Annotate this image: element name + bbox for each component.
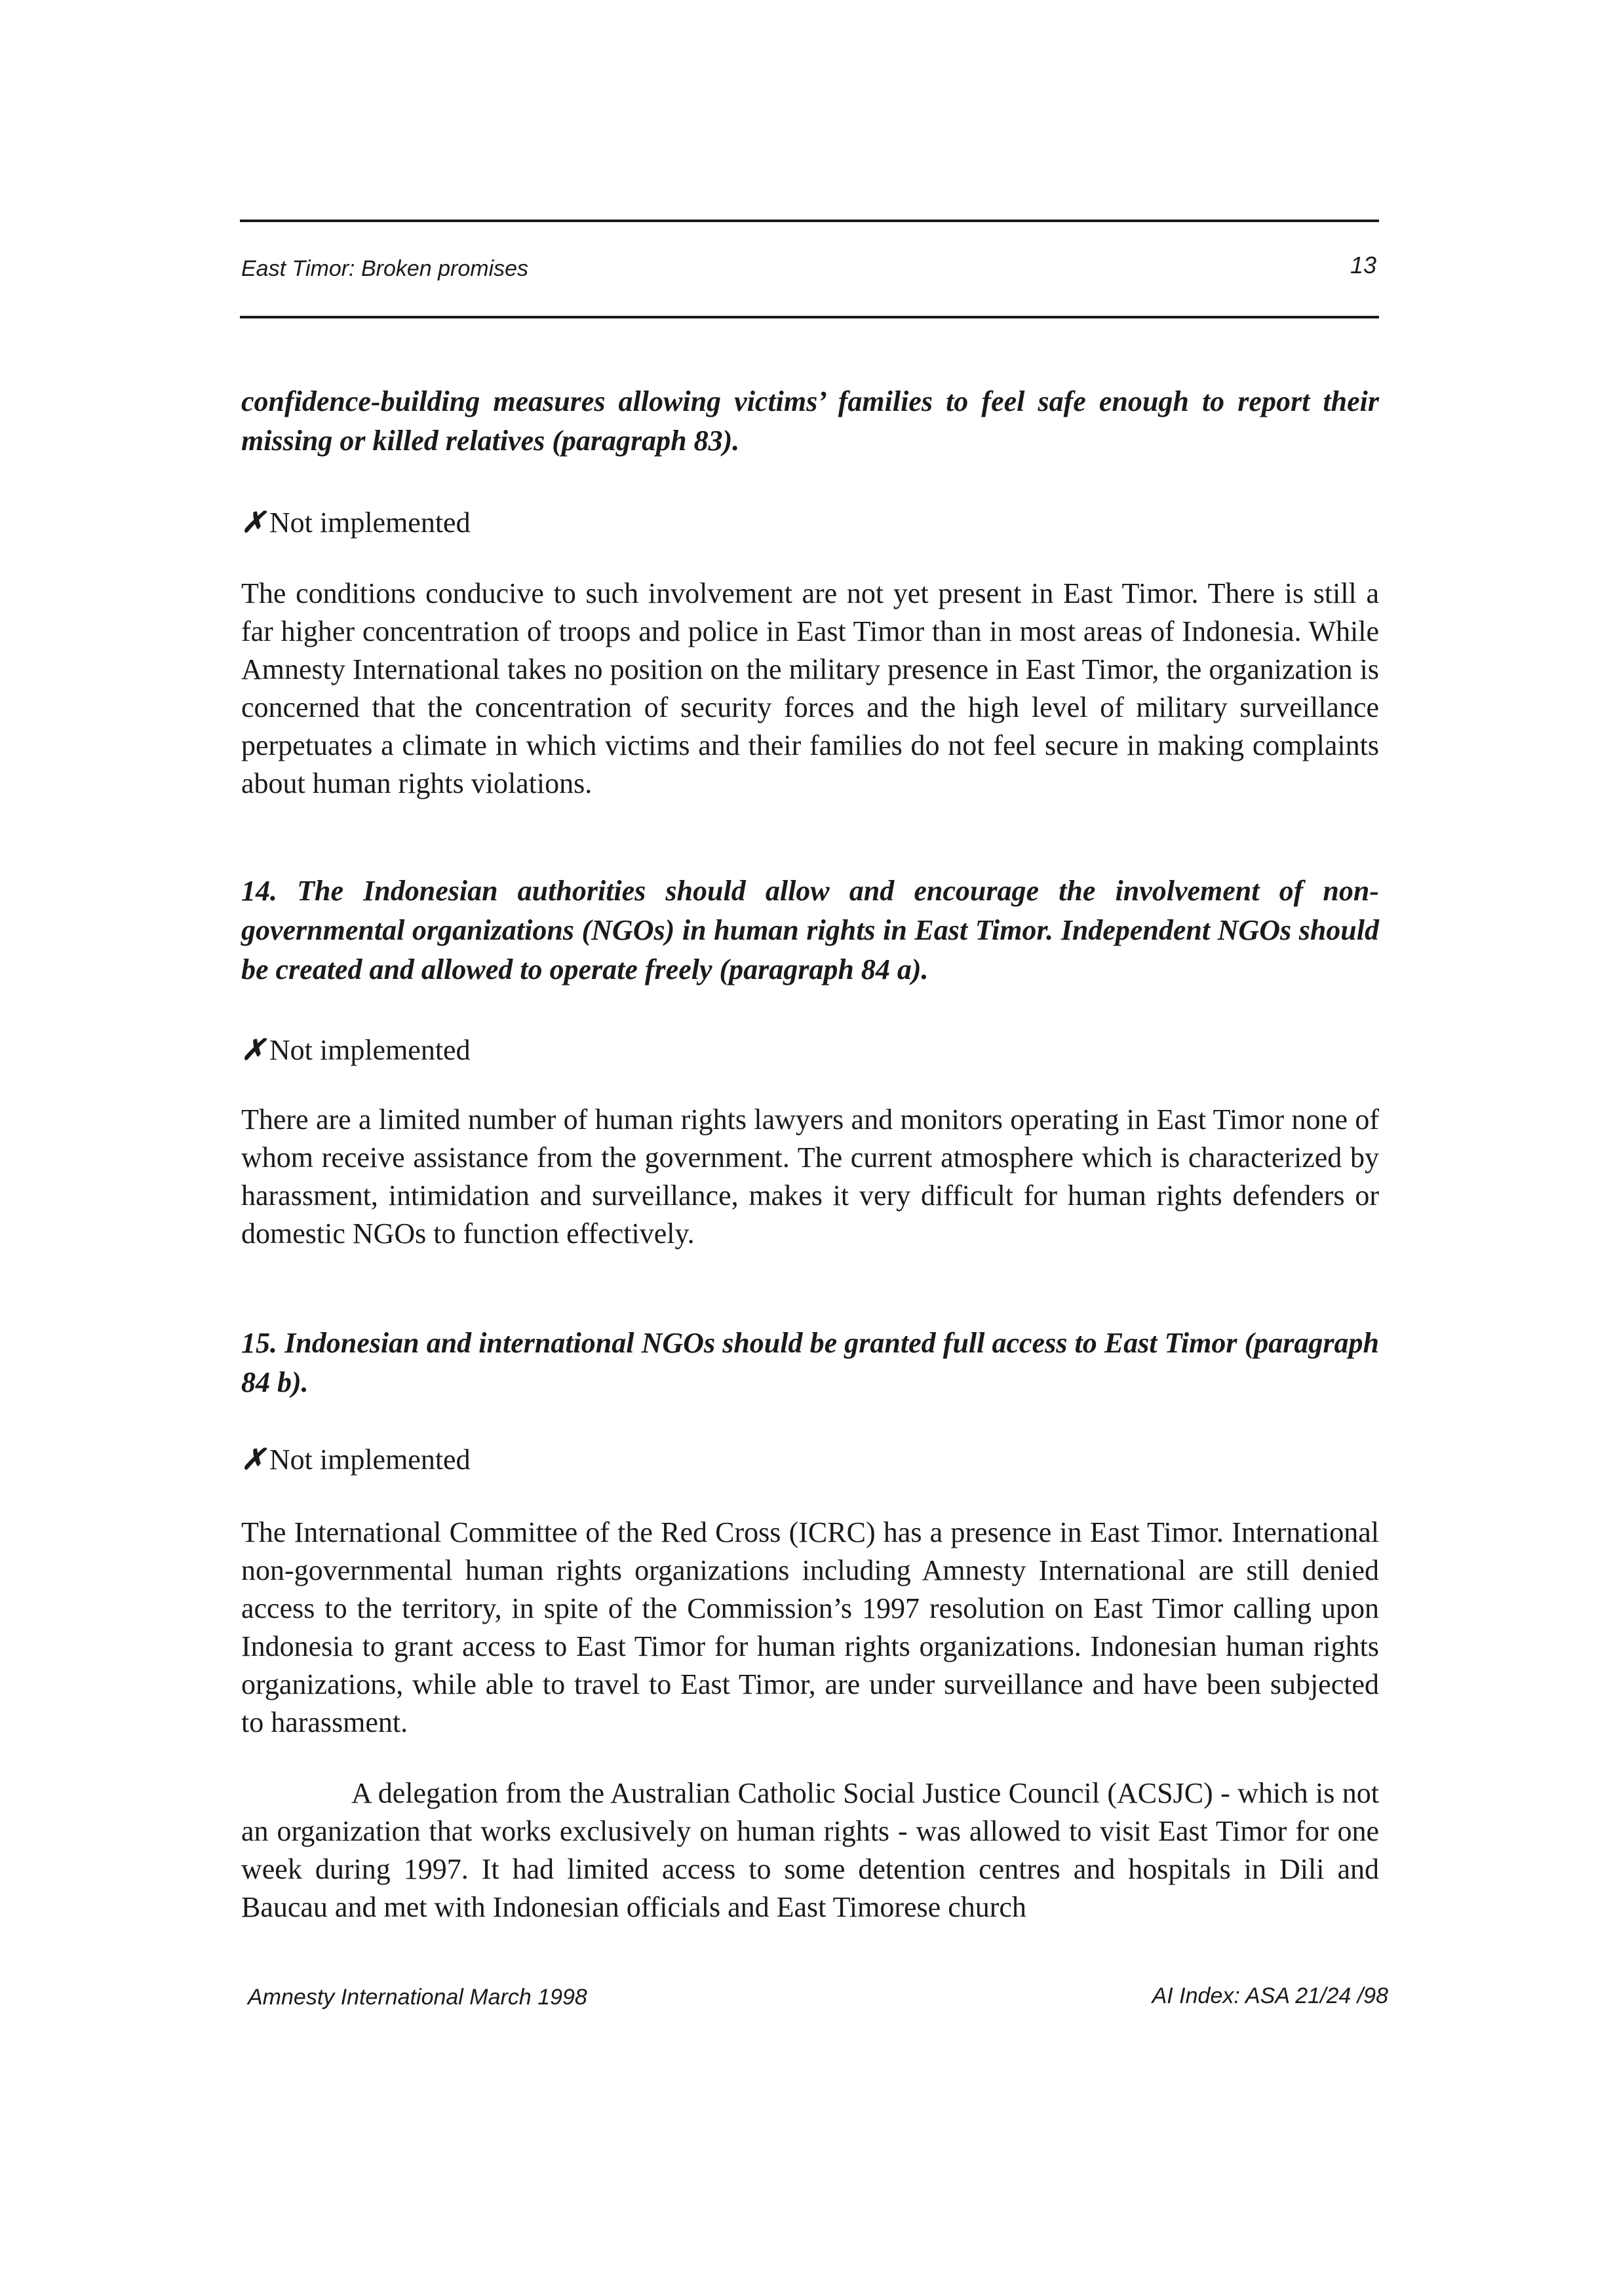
cross-icon: ✗	[241, 1034, 265, 1066]
status-line	[241, 505, 1379, 541]
recommendation-text: confidence-building measures allowing victims’ families to feel safe enough to report their missing or killed relatives (paragraph 83).	[241, 385, 1379, 457]
body-paragraph: There are a limited number of human rights lawyers and monitors operating in East Timor none of whom receive assistance from the government. The current atmosphere which is characterized by harassment, intimidation and surveillance, makes it very difficult for human rights defenders or domestic NGOs to function effectively.	[241, 1103, 1379, 1250]
section-14-status	[241, 1032, 1379, 1069]
section-13-continued	[241, 382, 1379, 461]
recommendation-text: 14. The Indonesian authorities should allow and encourage the involvement of non-governmental organizations (NGOs) in human rights in East Timor. Independent NGOs should be created and allowed to operate freely (paragraph 84 a).	[241, 875, 1379, 985]
section-14	[241, 871, 1379, 989]
cross-icon: ✗	[241, 1444, 265, 1476]
section-15	[241, 1324, 1379, 1402]
body-paragraph: The conditions conducive to such involvement are not yet present in East Timor. There is still a far higher concentration of troops and police in East Timor than in most areas of Indonesia. While Amnesty International takes no position on the military presence in East Timor, the organization is concerned that the concentration of security forces and the high level of military surveillance perpetuates a climate in which victims and their families do not feel secure in making complaints about human rights violations.	[241, 577, 1379, 799]
cross-icon: ✗	[241, 507, 265, 539]
section-15-status	[241, 1442, 1379, 1478]
footer-publisher-date: Amnesty International March 1998	[248, 1985, 587, 2010]
section-15-body-2	[241, 1774, 1379, 1926]
section-13-body	[241, 575, 1379, 803]
header-bottom-rule	[240, 316, 1379, 318]
header-top-rule	[240, 220, 1379, 222]
status-label: Not implemented	[269, 507, 471, 539]
status-label: Not implemented	[269, 1444, 471, 1476]
page-number: 13	[1350, 252, 1376, 278]
section-15-body	[241, 1514, 1379, 1742]
status-line	[241, 1442, 1379, 1478]
footer-ai-index: AI Index: ASA 21/24 /98	[1152, 1983, 1388, 2008]
body-paragraph: A delegation from the Australian Catholic Social Justice Council (ACSJC) - which is not an organization that works exclusively on human rights - was allowed to visit East Timor for one week during 1997. It had limited access to some detention centres and hospitals in Dili and Baucau and met with Indonesian officials and East Timorese church	[241, 1777, 1379, 1923]
status-label: Not implemented	[269, 1034, 471, 1066]
running-header-title: East Timor: Broken promises	[241, 256, 529, 281]
body-paragraph: The International Committee of the Red Cross (ICRC) has a presence in East Timor. International non-governmental human rights organizations including Amnesty International are still denied access to the territory, in spite of the Commission’s 1997 resolution on East Timor calling upon Indonesia to grant access to East Timor for human rights organizations. Indonesian human rights organizations, while able to travel to East Timor, are under surveillance and have been subjected to harassment.	[241, 1516, 1379, 1738]
recommendation-text: 15. Indonesian and international NGOs should be granted full access to East Timor (paragraph 84 b).	[241, 1327, 1379, 1398]
status-line	[241, 1032, 1379, 1069]
section-14-body	[241, 1101, 1379, 1253]
section-13-status	[241, 505, 1379, 541]
